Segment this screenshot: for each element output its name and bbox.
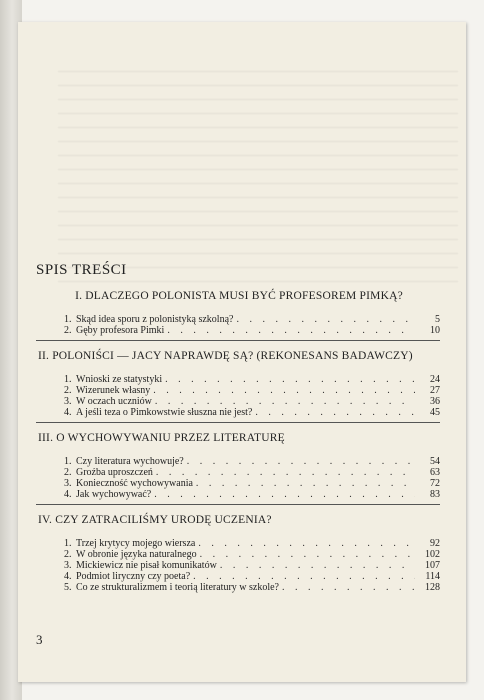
- entry-number: 4.: [64, 571, 72, 582]
- table-of-contents: [36, 290, 440, 602]
- entry-page: 5: [435, 314, 440, 325]
- entry-title: Podmiot liryczny czy poeta?: [76, 571, 191, 582]
- dot-leader: [200, 549, 415, 560]
- dot-leader: [153, 385, 415, 396]
- entry-number: 1.: [64, 374, 72, 385]
- chapter-title: IV. CZY ZATRACILIŚMY URODĘ UCZENIA?: [38, 514, 272, 526]
- chapter-title: II. POLONIŚCI — JACY NAPRAWDĘ SĄ? (REKONESANS BADAWCZY): [38, 350, 413, 362]
- toc-entry: [64, 582, 440, 593]
- toc-entry: [64, 549, 440, 560]
- entry-title: Wizerunek własny: [76, 385, 151, 396]
- entry-number: 1.: [64, 314, 72, 325]
- entry-number: 3.: [64, 478, 72, 489]
- entry-page: 63: [430, 467, 440, 478]
- entry-title: W oczach uczniów: [76, 396, 152, 407]
- dot-leader: [193, 571, 415, 582]
- toc-entry: [64, 456, 440, 467]
- dot-leader: [156, 467, 415, 478]
- entry-page: 10: [430, 325, 440, 336]
- chapter-2: [36, 350, 440, 423]
- entry-number: 3.: [64, 560, 72, 571]
- entry-page: 54: [430, 456, 440, 467]
- toc-entry: [64, 374, 440, 385]
- entry-page: 102: [425, 549, 440, 560]
- toc-entry: [64, 571, 440, 582]
- entry-title: Czy literatura wychowuje?: [76, 456, 184, 467]
- entry-title: Groźba uproszczeń: [76, 467, 153, 478]
- dot-leader: [236, 314, 415, 325]
- entry-number: 2.: [64, 385, 72, 396]
- entry-title: Jak wychowywać?: [76, 489, 152, 500]
- toc-entry: [64, 538, 440, 549]
- entry-number: 2.: [64, 549, 72, 560]
- entry-number: 1.: [64, 456, 72, 467]
- entry-page: 36: [430, 396, 440, 407]
- entry-page: 72: [430, 478, 440, 489]
- dot-leader: [187, 456, 415, 467]
- entry-title: Skąd idea sporu z polonistyką szkolną?: [76, 314, 234, 325]
- entry-page: 114: [425, 571, 440, 582]
- dot-leader: [282, 582, 415, 593]
- toc-entry: [64, 407, 440, 418]
- entry-number: 1.: [64, 538, 72, 549]
- section-divider: [36, 504, 440, 505]
- toc-entry: [64, 560, 440, 571]
- dot-leader: [196, 478, 415, 489]
- chapter-1: [36, 290, 440, 341]
- toc-entry: [64, 314, 440, 325]
- toc-entry: [64, 396, 440, 407]
- toc-entry: [64, 385, 440, 396]
- toc-entry: [64, 325, 440, 336]
- entry-number: 3.: [64, 396, 72, 407]
- entry-title: Trzej krytycy mojego wiersza: [76, 538, 196, 549]
- dot-leader: [198, 538, 415, 549]
- toc-entry: [64, 489, 440, 500]
- entry-title: W obronie języka naturalnego: [76, 549, 197, 560]
- toc-heading: SPIS TREŚCI: [36, 262, 127, 278]
- section-divider: [36, 422, 440, 423]
- entry-title: Wnioski ze statystyki: [76, 374, 163, 385]
- entry-title: Mickiewicz nie pisał komunikatów: [76, 560, 217, 571]
- chapter-3: [36, 432, 440, 505]
- entry-title: Gęby profesora Pimki: [76, 325, 165, 336]
- entry-title: A jeśli teza o Pimkowstwie słuszna nie jest?: [76, 407, 253, 418]
- entry-title: Konieczność wychowywania: [76, 478, 193, 489]
- toc-entry: [64, 467, 440, 478]
- entry-page: 107: [425, 560, 440, 571]
- chapter-title: I. DLACZEGO POLONISTA MUSI BYĆ PROFESOREM PIMKĄ?: [75, 290, 403, 302]
- chapter-4: [36, 514, 440, 593]
- entry-page: 92: [430, 538, 440, 549]
- dot-leader: [154, 489, 415, 500]
- dot-leader: [165, 374, 415, 385]
- entry-number: 2.: [64, 325, 72, 336]
- chapter-title: III. O WYCHOWYWANIU PRZEZ LITERATURĘ: [38, 432, 285, 444]
- toc-entry: [64, 478, 440, 489]
- entry-number: 4.: [64, 489, 72, 500]
- entry-page: 83: [430, 489, 440, 500]
- dot-leader: [155, 396, 415, 407]
- dot-leader: [167, 325, 415, 336]
- entry-number: 5.: [64, 582, 72, 593]
- dot-leader: [255, 407, 415, 418]
- entry-number: 2.: [64, 467, 72, 478]
- entry-page: 128: [425, 582, 440, 593]
- entry-number: 4.: [64, 407, 72, 418]
- entry-page: 45: [430, 407, 440, 418]
- bleed-through-text: [58, 62, 458, 282]
- entry-page: 27: [430, 385, 440, 396]
- page-number: 3: [36, 632, 43, 647]
- entry-title: Co ze strukturalizmem i teorią literatury w szkole?: [76, 582, 279, 593]
- section-divider: [36, 340, 440, 341]
- dot-leader: [220, 560, 415, 571]
- entry-page: 24: [430, 374, 440, 385]
